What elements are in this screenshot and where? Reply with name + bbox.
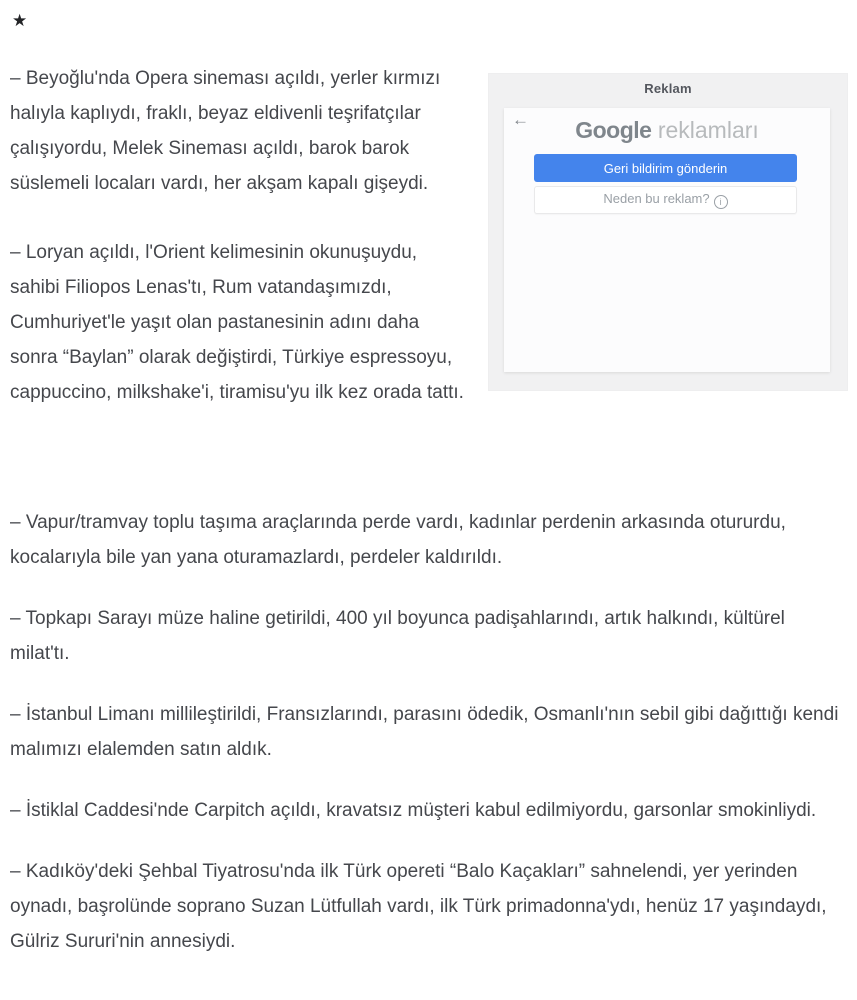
google-logo: Google bbox=[575, 117, 652, 143]
paragraph-topkapi: – Topkapı Sarayı müze haline getirildi, 400 yıl boyunca padişahlarındı, artık halkındı, kültürel milat'tı. bbox=[10, 608, 785, 664]
paragraph-carpitch: – İstiklal Caddesi'nde Carpitch açıldı, kravatsız müşteri kabul edilmiyordu, garsonlar smokinliydi. bbox=[10, 800, 817, 821]
ad-brand-row bbox=[504, 115, 830, 145]
article-full-width bbox=[10, 505, 848, 985]
ad-brand-suffix: reklamları bbox=[651, 117, 759, 143]
ad-panel bbox=[504, 108, 830, 372]
article-left-column bbox=[10, 61, 470, 444]
send-feedback-button[interactable]: Geri bildirim gönderin bbox=[534, 154, 797, 182]
paragraph-loryan: – Loryan açıldı, l'Orient kelimesinin okunuşuydu, sahibi Filiopos Lenas'tı, Rum vatandaşımızdı, Cumhuriyet'le yaşıt olan pastanesinin adını daha sonra “Baylan” olarak değiştirdi, Türkiye espressoyu, cappuccino, milkshake'i, tiramisu'yu ilk kez orada tattı. bbox=[10, 242, 464, 403]
paragraph-sehbal: – Kadıköy'deki Şehbal Tiyatrosu'nda ilk Türk opereti “Balo Kaçakları” sahnelendi, yer yerinden oynadı, başrolünde soprano Suzan Lütfullah vardı, ilk Türk primadonna'ydı, henüz 17 yaşındaydı, Gülriz Sururi'nin annesiydi. bbox=[10, 861, 827, 952]
ad-container bbox=[488, 73, 848, 391]
why-this-ad-button[interactable] bbox=[534, 186, 797, 214]
info-icon: i bbox=[714, 195, 728, 209]
paragraph-opera: – Beyoğlu'nda Opera sineması açıldı, yerler kırmızı halıyla kaplıydı, fraklı, beyaz eldivenli teşrifatçılar çalışıyordu, Melek Sineması açıldı, barok barok süslemeli locaları vardı, her akşam kapalı gişeydi. bbox=[10, 68, 441, 194]
paragraph-vapur: – Vapur/tramvay toplu taşıma araçlarında perde vardı, kadınlar perdenin arkasında otururdu, kocalarıyla bile yan yana oturamazlardı, perdeler kaldırıldı. bbox=[10, 512, 786, 568]
back-arrow-icon[interactable]: ← bbox=[512, 110, 529, 129]
paragraph-liman: – İstanbul Limanı millileştirildi, Fransızlarındı, parasını ödedik, Osmanlı'nın sebil gibi dağıttığı kendi malımızı elalemden satın aldık. bbox=[10, 704, 839, 760]
ad-label: Reklam bbox=[644, 81, 692, 96]
star-icon: ★ bbox=[12, 11, 28, 30]
why-this-ad-label: Neden bu reklam? bbox=[603, 191, 710, 206]
